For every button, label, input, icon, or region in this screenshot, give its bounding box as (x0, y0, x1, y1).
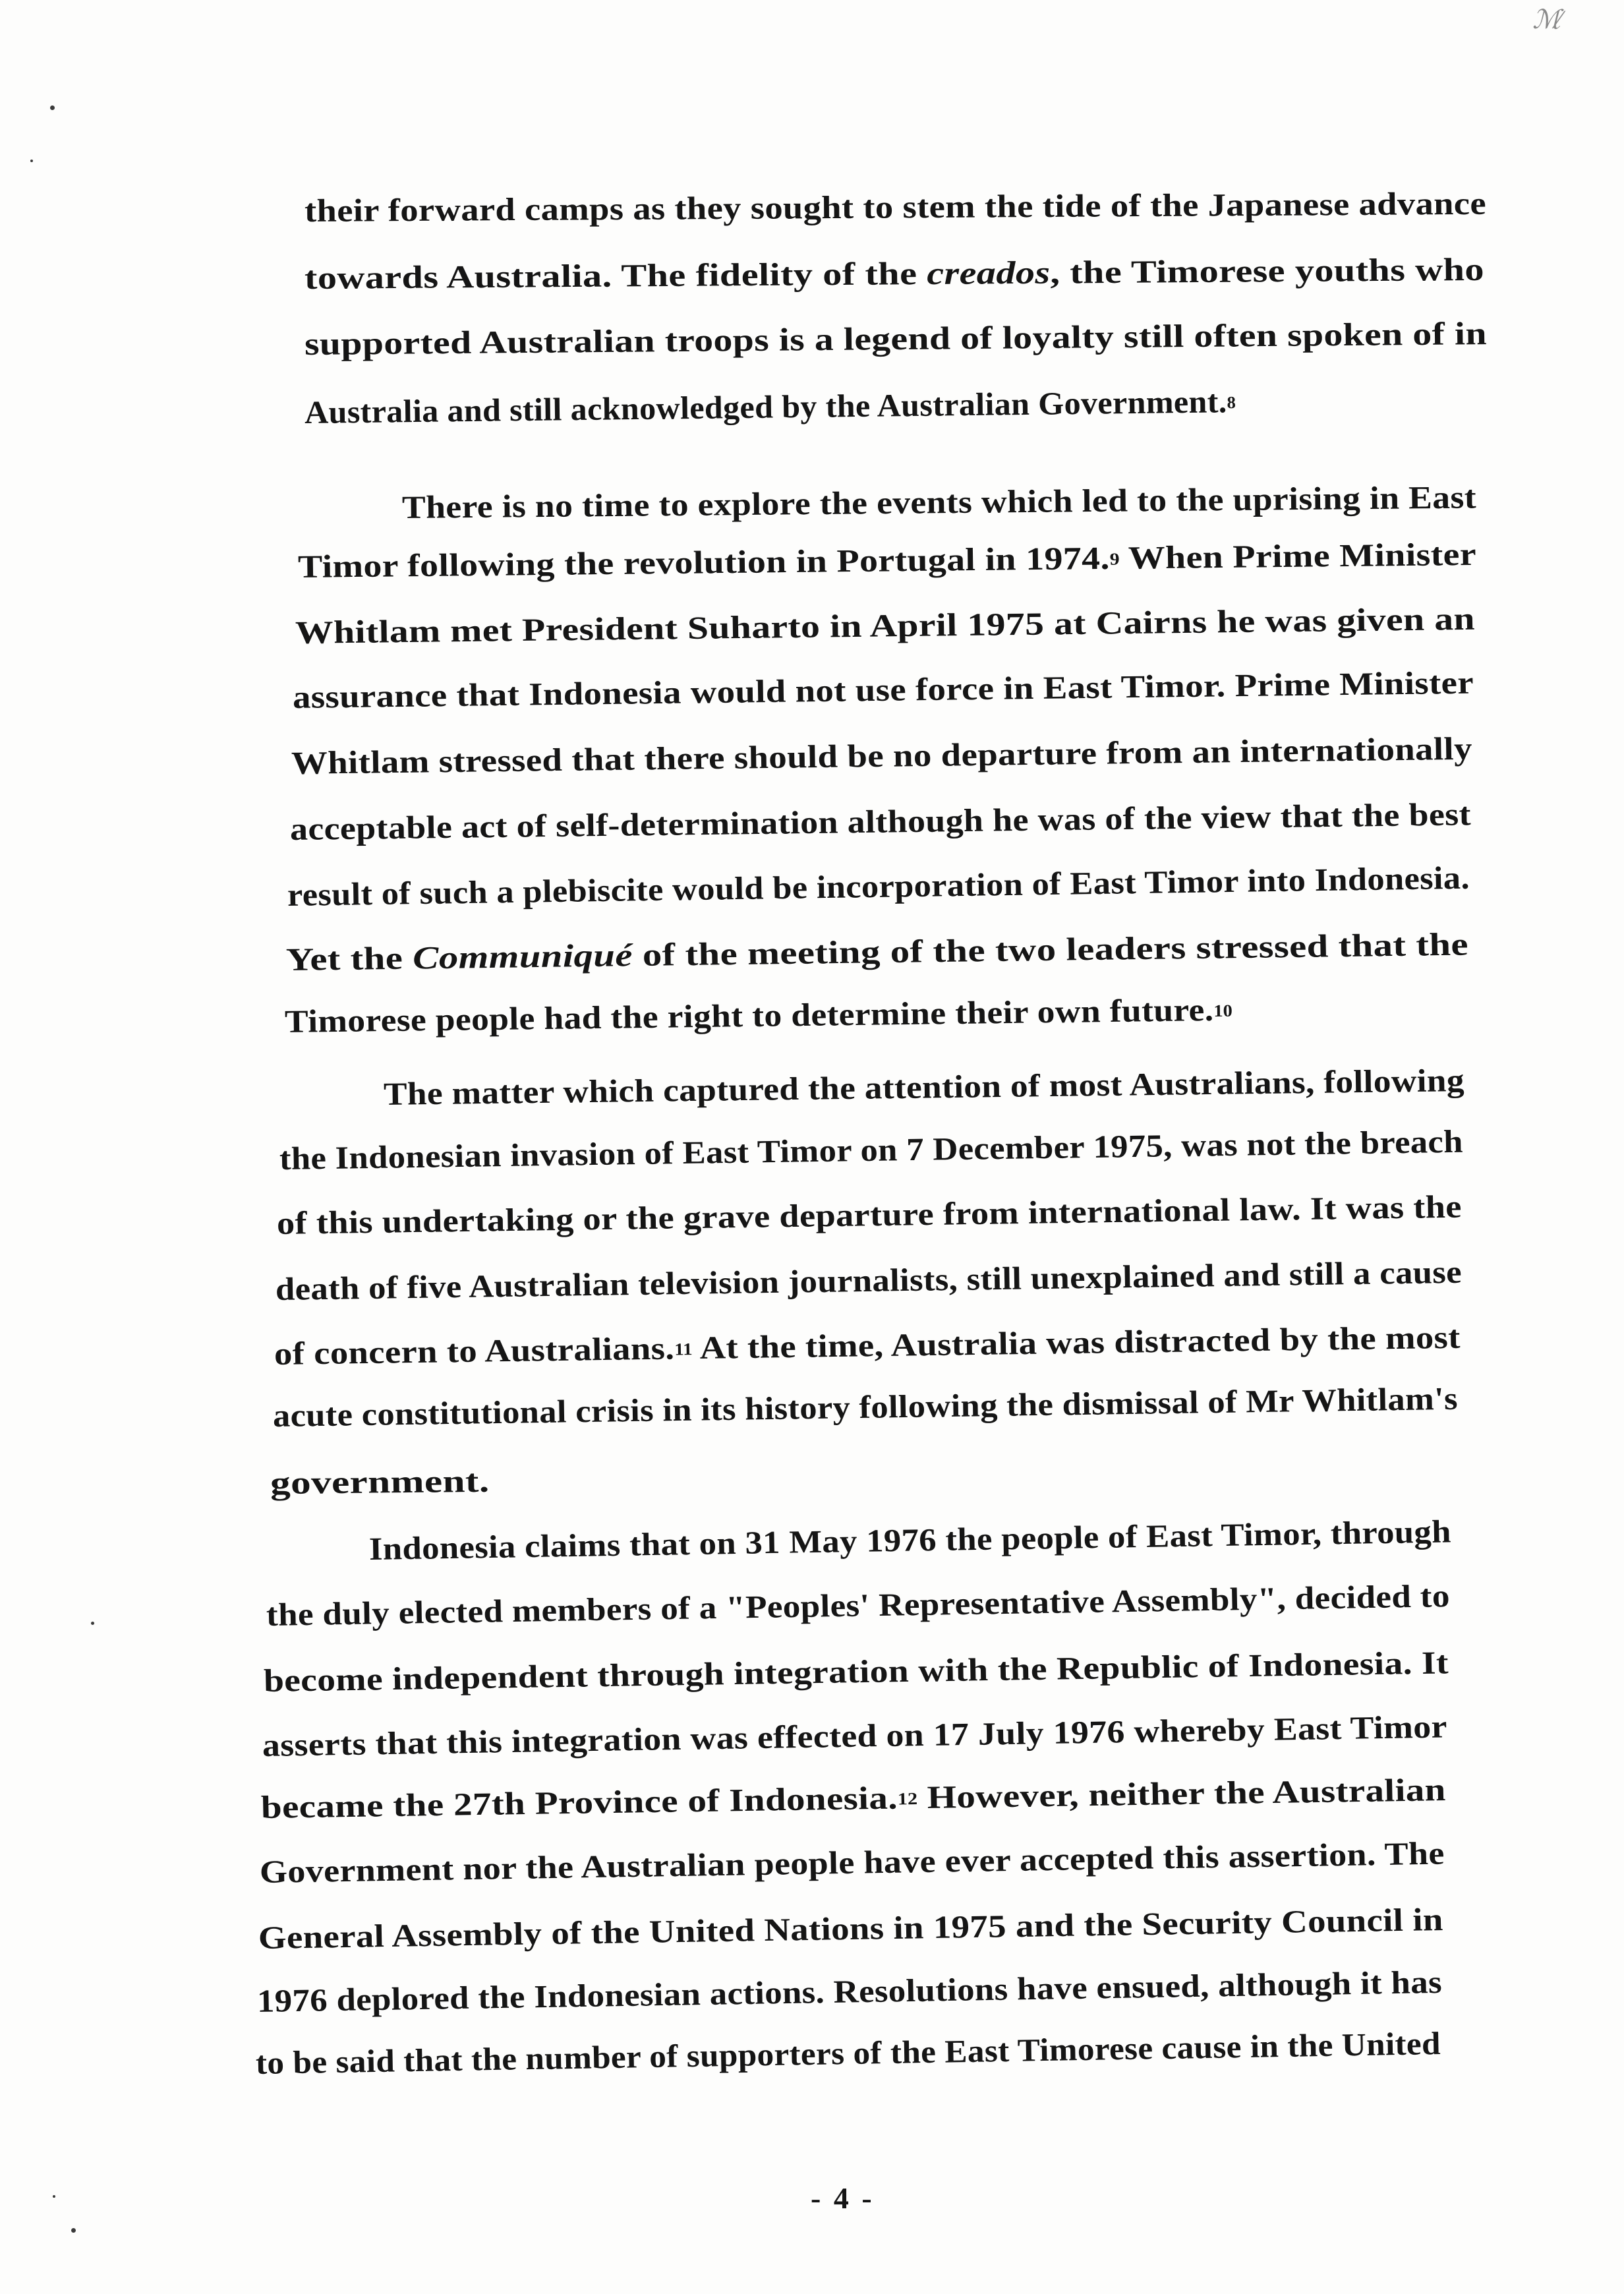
line-text-continued: At the time, Australia was distracted by the most (692, 1318, 1461, 1367)
corner-scan-mark: ℳ⁄ (1532, 5, 1557, 34)
text-line (272, 1379, 1458, 1436)
line-text: the duly elected members of a "Peoples' Representative Assembly", decided to (266, 1577, 1451, 1633)
text-line (304, 382, 1236, 434)
line-text: 1976 deplored the Indonesian actions. Resolutions have ensued, although it has (256, 1963, 1443, 2019)
line-text: Whitlam met President Suharto in April 1975 at Cairns he was given an (295, 600, 1476, 651)
scan-speck (91, 1622, 94, 1625)
text-line (259, 1834, 1445, 1892)
line-text: Timor following the revolution in Portugal in 1974. (297, 539, 1111, 585)
line-text: result of such a plebiscite would be incorporation of East Timor into Indonesia. (287, 859, 1470, 913)
line-text: asserts that this integration was effected on 17 July 1976 whereby East Timor (262, 1708, 1448, 1763)
footnote-reference: 12 (897, 1789, 918, 1809)
text-line (275, 1252, 1462, 1309)
text-line (290, 794, 1472, 849)
italic-term: Communiqué (412, 937, 633, 976)
line-text-continued: However, neither the Australian (917, 1771, 1447, 1816)
line-text: to be said that the number of supporters of the East Timorese cause in the United (255, 2025, 1441, 2081)
line-text: Australia and still acknowledged by the Australian Government. (304, 383, 1227, 430)
text-line (304, 314, 1488, 364)
line-text: There is no time to explore the events which led to the uprising in East (401, 479, 1477, 525)
text-line (279, 1122, 1463, 1179)
text-line (258, 1900, 1443, 1958)
page-number: - 4 - (811, 2181, 875, 2215)
line-text: death of five Australian television journalists, still unexplained and still a cause (275, 1253, 1463, 1307)
text-line (295, 599, 1476, 653)
text-line (255, 2024, 1441, 2083)
italic-term: creados (926, 254, 1051, 292)
text-line (260, 1770, 1446, 1829)
text-line (287, 858, 1470, 915)
text-line (263, 1643, 1449, 1701)
line-text: government. (270, 1462, 490, 1501)
scan-speck (71, 2228, 76, 2233)
line-text: became the 27th Province of Indonesia. (260, 1779, 898, 1825)
line-text-continued: of the meeting of the two leaders stressed that the (632, 926, 1469, 974)
text-line (276, 1187, 1462, 1243)
scan-speck (53, 2195, 55, 2198)
line-text: become independent through integration with the Republic of Indonesia. It (263, 1644, 1449, 1699)
line-text: their forward camps as they sought to stem the tide of the Japanese advance (304, 185, 1487, 229)
text-line (266, 1576, 1450, 1635)
footnote-reference: 9 (1109, 549, 1120, 569)
text-line (402, 477, 1477, 527)
line-text: the Indonesian invasion of East Timor on 7 December 1975, was not the breach (279, 1123, 1464, 1177)
line-text: Yet the (285, 939, 413, 978)
scan-speck (50, 105, 55, 110)
line-text: acute constitutional crisis in its history following the dismissal of Mr Whitlam's (272, 1380, 1459, 1434)
line-text: towards Australia. The fidelity of the (304, 255, 927, 296)
line-text: acceptable act of self-determination although he was of the view that the best (289, 796, 1472, 847)
text-line (285, 925, 1468, 980)
line-text-continued: When Prime Minister (1119, 535, 1477, 576)
footnote-reference: 11 (674, 1339, 693, 1359)
line-text: Indonesia claims that on 31 May 1976 the people of East Timor, through (368, 1513, 1452, 1567)
line-text: Government nor the Australian people have ever accepted this assertion. The (259, 1835, 1445, 1890)
line-text-continued: , the Timorese youths who (1050, 250, 1485, 291)
text-line (270, 1461, 490, 1503)
line-text: assurance that Indonesia would not use force in East Timor. Prime Minister (292, 664, 1474, 715)
line-text: General Assembly of the United Nations in 1975 and the Security Council in (258, 1900, 1444, 1956)
text-line (293, 663, 1474, 717)
line-text: supported Australian troops is a legend of loyalty still often spoken of in (304, 315, 1488, 362)
text-line (304, 184, 1486, 231)
footnote-reference: 10 (1213, 1001, 1233, 1021)
text-line (262, 1707, 1447, 1765)
text-line (274, 1318, 1461, 1375)
footnote-reference: 8 (1227, 393, 1236, 413)
line-text: The matter which captured the attention of most Australians, following (383, 1061, 1465, 1112)
text-line (298, 535, 1477, 588)
text-line (384, 1061, 1465, 1114)
text-line (291, 729, 1473, 783)
line-text: Timorese people had the right to determine their own future. (284, 991, 1214, 1040)
text-line (368, 1512, 1451, 1569)
line-text: of this undertaking or the grave departure from international law. It was the (276, 1188, 1463, 1241)
line-text: of concern to Australians. (274, 1330, 675, 1372)
text-line (285, 990, 1233, 1043)
text-line (304, 250, 1485, 298)
text-line (256, 1962, 1442, 2021)
scan-speck (30, 160, 33, 162)
line-text: Whitlam stressed that there should be no departure from an internationally (291, 730, 1473, 781)
